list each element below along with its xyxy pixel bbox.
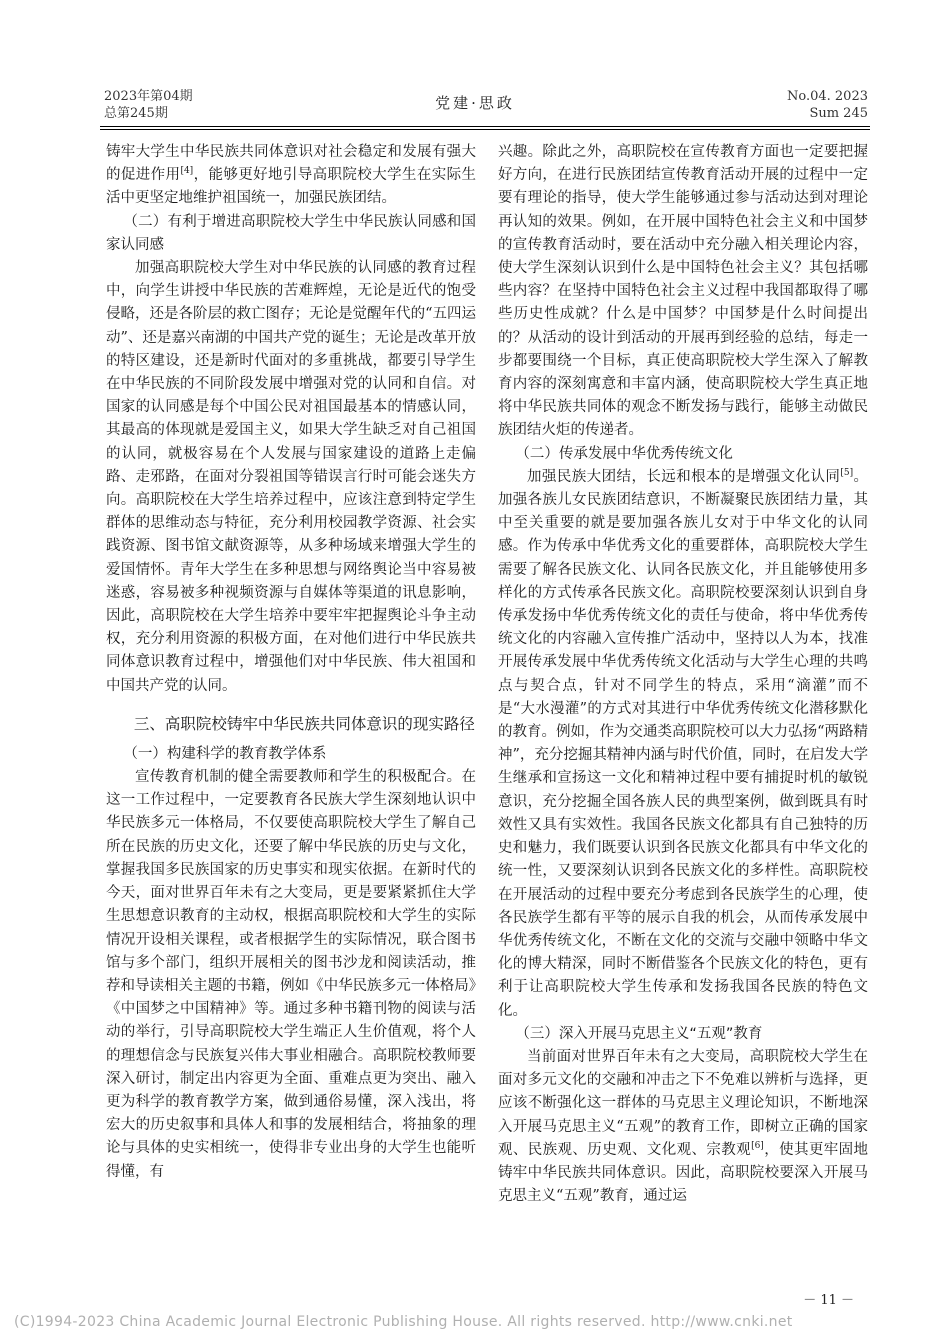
citation: [4] <box>180 166 194 177</box>
citation: [5] <box>840 468 854 479</box>
paragraph: 加强高职院校大学生对中华民族的认同感的教育过程中，向学生讲授中华民族的苦难辉煌，无论是近代的饱受侵略，还是各阶层的救亡图存；无论是觉醒年代的“五四运动”、还是嘉兴南湖的中国共产党的诞生；无论是改革开放的特区建设，还是新时代面对的多重挑战，都要引导学生在中华民族的不同阶段发展中增强对党的认同和自信。对国家的认同感是每个中国公民对祖国最基本的情感认同，其最高的体现就是爱国主义，如果大学生缺乏对自己祖国的认同，就极容易在个人发展与国家建设的道路上走偏路、走邪路，在面对分裂祖国等错误言行时可能会迷失方向。高职院校在大学生培养过程中，应该注意到特定学生群体的思维动态与特征，充分利用校园教学资源、社会实践资源、图书馆文献资源等，从多种场域来增强大学生的爱国情怀。青年大学生在多种思想与网络舆论当中容易被迷惑，容易被多种视频资源与自媒体等渠道的讯息影响，因此，高职院校在大学生培养中要牢牢把握舆论斗争主动权，充分利用资源的积极方面，在对他们进行中华民族共同体意识教育过程中，增强他们对中华民族、伟大祖国和中国共产党的认同。 <box>106 260 476 694</box>
left-column <box>106 141 476 1184</box>
header-rule-top <box>100 126 870 127</box>
chapter-heading: 三、高职院校铸牢中华民族共同体意识的现实路径 <box>133 714 475 733</box>
section-heading: （二）传承发展中华优秀传统文化 <box>515 445 733 462</box>
paragraph <box>106 141 476 211</box>
paragraph-text: ，能够更好地引导高职院校大学生在实际生活中更坚定地维护祖国统一，加强民族团结。 <box>106 167 477 207</box>
section-heading: （三）深入开展马克思主义“五观”教育 <box>515 1025 763 1042</box>
issue-number-en: No.04. 2023 <box>787 89 868 104</box>
section-heading: （一）构建科学的教育教学体系 <box>123 745 327 762</box>
total-issue-number: 总第245期 <box>104 106 168 121</box>
paragraph-text: 铸牢大学生中华民族共同体意识对社会稳定和发展有强大的促进作用 <box>106 144 476 184</box>
paragraph: 兴趣。除此之外，高职院校在宣传教育方面也一定要把握好方向，在进行民族团结宣传教育活动开展的过程中一定要有理论的指导，使大学生能够通过参与活动达到对理论再认知的效果。例如，在开展中国特色社会主义和中国梦的宣传教育活动时，要在活动中充分融入相关理论内容，使大学生深刻认识到什么是中国特色社会主义？其包括哪些内容？在坚持中国特色社会主义过程中我国都取得了哪些历史性成就？什么是中国梦？中国梦是什么时间提出的？从活动的设计到活动的开展再到经验的总结，每走一步都要围绕一个目标，真正使高职院校大学生深入了解教育内容的深刻寓意和丰富内涵，使高职院校大学生真正地将中华民族共同体的观念不断发扬与践行，能够主动做民族团结火炬的传递者。 <box>498 144 868 439</box>
citation: [6] <box>751 1140 764 1151</box>
column-title: 党建·思政 <box>435 94 515 112</box>
paragraph <box>498 466 868 1023</box>
paragraph-text: ，使其更牢固地铸牢中华民族共同体意识。因此，高职院校要深入开展马克思主义“五观”教育，通过运 <box>498 1141 869 1205</box>
header-rule-bottom <box>100 129 870 130</box>
copyright-footer: (C)1994-2023 China Academic Journal Electronic Publishing House. All rights reserved. http://www.cnki.net <box>14 1314 793 1330</box>
section-heading: （二）有利于增进高职院校大学生中华民族认同感和国家认同感 <box>106 213 476 253</box>
page-number: － 11 － <box>803 1293 854 1308</box>
issue-number: 2023年第04期 <box>104 89 193 104</box>
paragraph: 宣传教育机制的健全需要教师和学生的积极配合。在这一工作过程中，一定要教育各民族大学生深刻地认识中华民族多元一体格局，不仅要使高职院校大学生了解自己所在民族的历史文化，还要了解中华民族的历史与文化，掌握我国多民族国家的历史事实和现实依据。在新时代的今天，面对世界百年未有之大变局，更是要紧紧抓住大学生思想意识教育的主动权，根据高职院校和大学生的实际情况开设相关课程，或者根据学生的实际情况，联合图书馆与多个部门，组织开展相关的图书沙龙和阅读活动，推荐和导读相关主题的书籍，例如《中华民族多元一体格局》《中国梦之中国精神》等。通过多种书籍刊物的阅读与活动的举行，引导高职院校大学生端正人生价值观，将个人的理想信念与民族复兴伟大事业相融合。高职院校教师要深入研讨，制定出内容更为全面、重难点更为突出、融入更为科学的教育教学方案，做到通俗易懂，深入浅出，将宏大的历史叙事和具体人和事的发展相结合，将抽象的理论与具体的史实相统一，使得非专业出身的大学生也能听得懂，有 <box>106 769 476 1180</box>
right-column <box>498 141 868 1208</box>
paragraph-text: 加强民族大团结，长远和根本的是增强文化认同 <box>527 468 841 485</box>
paragraph <box>498 1046 868 1208</box>
sum-number-en: Sum 245 <box>809 106 868 121</box>
paragraph-text: 。加强各族儿女民族团结意识，不断凝聚民族团结力量，其中至关重要的就是要加强各族儿女对于中华文化的认同感。作为传承中华优秀文化的重要群体，高职院校大学生需要了解各民族文化、认同各民族文化，并且能够使用多样化的方式传承各民族文化。高职院校要深刻认识到自身传承发扬中华优秀传统文化的责任与使命，将中华优秀传统文化的内容融入宣传推广活动中，坚持以人为本，找准开展传承发展中华优秀传统文化活动与大学生心理的共鸣点与契合点，针对不同学生的特点，采用“滴灌”而不是“大水漫灌”的方式对其进行中华优秀传统文化潜移默化的教育。例如，作为交通类高职院校可以大力弘扬“两路精神”，充分挖掘其精神内涵与时代价值，同时，在启发大学生继承和宣扬这一文化和精神过程中要有捕捉时机的敏锐意识，充分挖掘全国各族人民的典型案例，做到既具有时效性又具有实效性。我国各民族文化都具有自己独特的历史和魅力，我们既要认识到各民族文化都具有中华文化的统一性，又要深刻认识到各民族文化的多样性。高职院校在开展活动的过程中要充分考虑到各民族学生的心理，使各民族学生都有平等的展示自我的机会，从而传承发展中华优秀传统文化，不断在文化的交流与交融中领略中华文化的博大精深，同时不断借鉴各个民族文化的特色，更有利于让高职院校大学生传承和发扬我国各民族的特色文化。 <box>498 468 868 1019</box>
paragraph-text: 当前面对世界百年未有之大变局，高职院校大学生在面对多元文化的交融和冲击之下不免难以辨析与选择，更应该不断强化这一群体的马克思主义理论知识，不断地深入开展马克思主义“五观”的教育工作，即树立正确的国家观、民族观、历史观、文化观、宗教观 <box>498 1048 868 1158</box>
header-issue-en-block <box>787 88 868 122</box>
